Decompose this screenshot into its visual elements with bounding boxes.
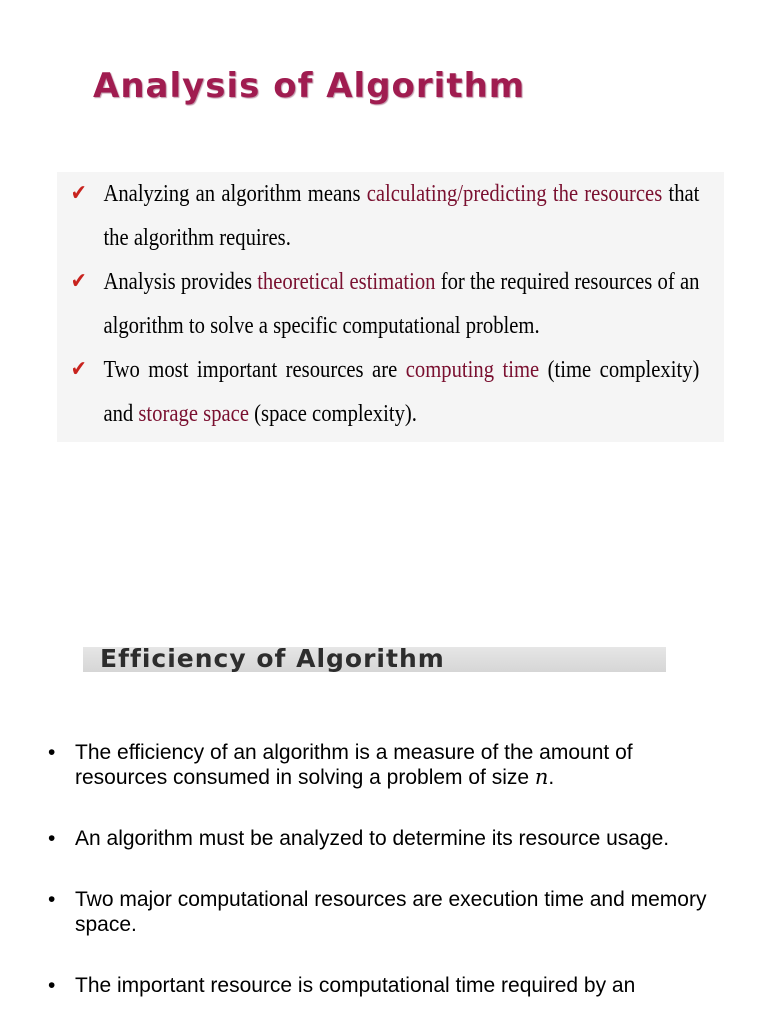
point-text xyxy=(103,348,699,436)
check-icon: ✔ xyxy=(70,269,87,294)
analysis-point xyxy=(57,172,700,260)
bullet-icon: • xyxy=(48,827,56,850)
page-title: Analysis of Algorithm xyxy=(93,66,526,106)
highlight-text: theoretical estimation xyxy=(257,269,436,295)
analysis-panel xyxy=(57,172,724,442)
bullet-list xyxy=(48,740,728,1034)
point-text-run: (space complexity). xyxy=(249,401,417,427)
bullet-text: Two major computational resources are execution time and memory space. xyxy=(75,888,707,936)
bullet-text: The efficiency of an algorithm is a measure of the amount of resources consumed in solving a problem of size xyxy=(75,741,633,789)
section-title: Efficiency of Algorithm xyxy=(100,644,445,673)
analysis-point xyxy=(57,260,700,348)
highlight-text: calculating/predicting the resources xyxy=(366,181,663,207)
point-text xyxy=(103,260,699,348)
bullet-item xyxy=(48,973,728,998)
math-variable: n xyxy=(534,765,549,789)
bullet-text: An algorithm must be analyzed to determine its resource usage. xyxy=(75,827,670,850)
highlight-text: storage space xyxy=(138,401,250,427)
bullet-text: The important resource is computational time required by an xyxy=(75,974,636,997)
point-text-run: for the required resources of an algorithm to solve a specific computational problem. xyxy=(103,269,700,339)
bullet-item xyxy=(48,740,728,790)
bullet-icon: • xyxy=(48,888,56,911)
point-text-run: (time complexity) and xyxy=(103,357,700,427)
check-icon: ✔ xyxy=(70,181,87,206)
analysis-point xyxy=(57,348,700,436)
bullet-item xyxy=(48,826,728,851)
point-text-run: Analysis provides xyxy=(103,269,258,295)
bullet-icon: • xyxy=(48,974,56,997)
highlight-text: computing time xyxy=(405,357,540,383)
point-text-run: that the algorithm requires. xyxy=(103,181,700,251)
bullet-text-suffix: . xyxy=(548,766,555,789)
bullet-icon: • xyxy=(48,741,56,764)
point-text xyxy=(103,172,699,260)
point-text-run: Analyzing an algorithm means xyxy=(103,181,367,207)
point-text-run: Two most important resources are xyxy=(103,357,406,383)
check-icon: ✔ xyxy=(70,357,87,382)
bullet-item xyxy=(48,887,728,937)
